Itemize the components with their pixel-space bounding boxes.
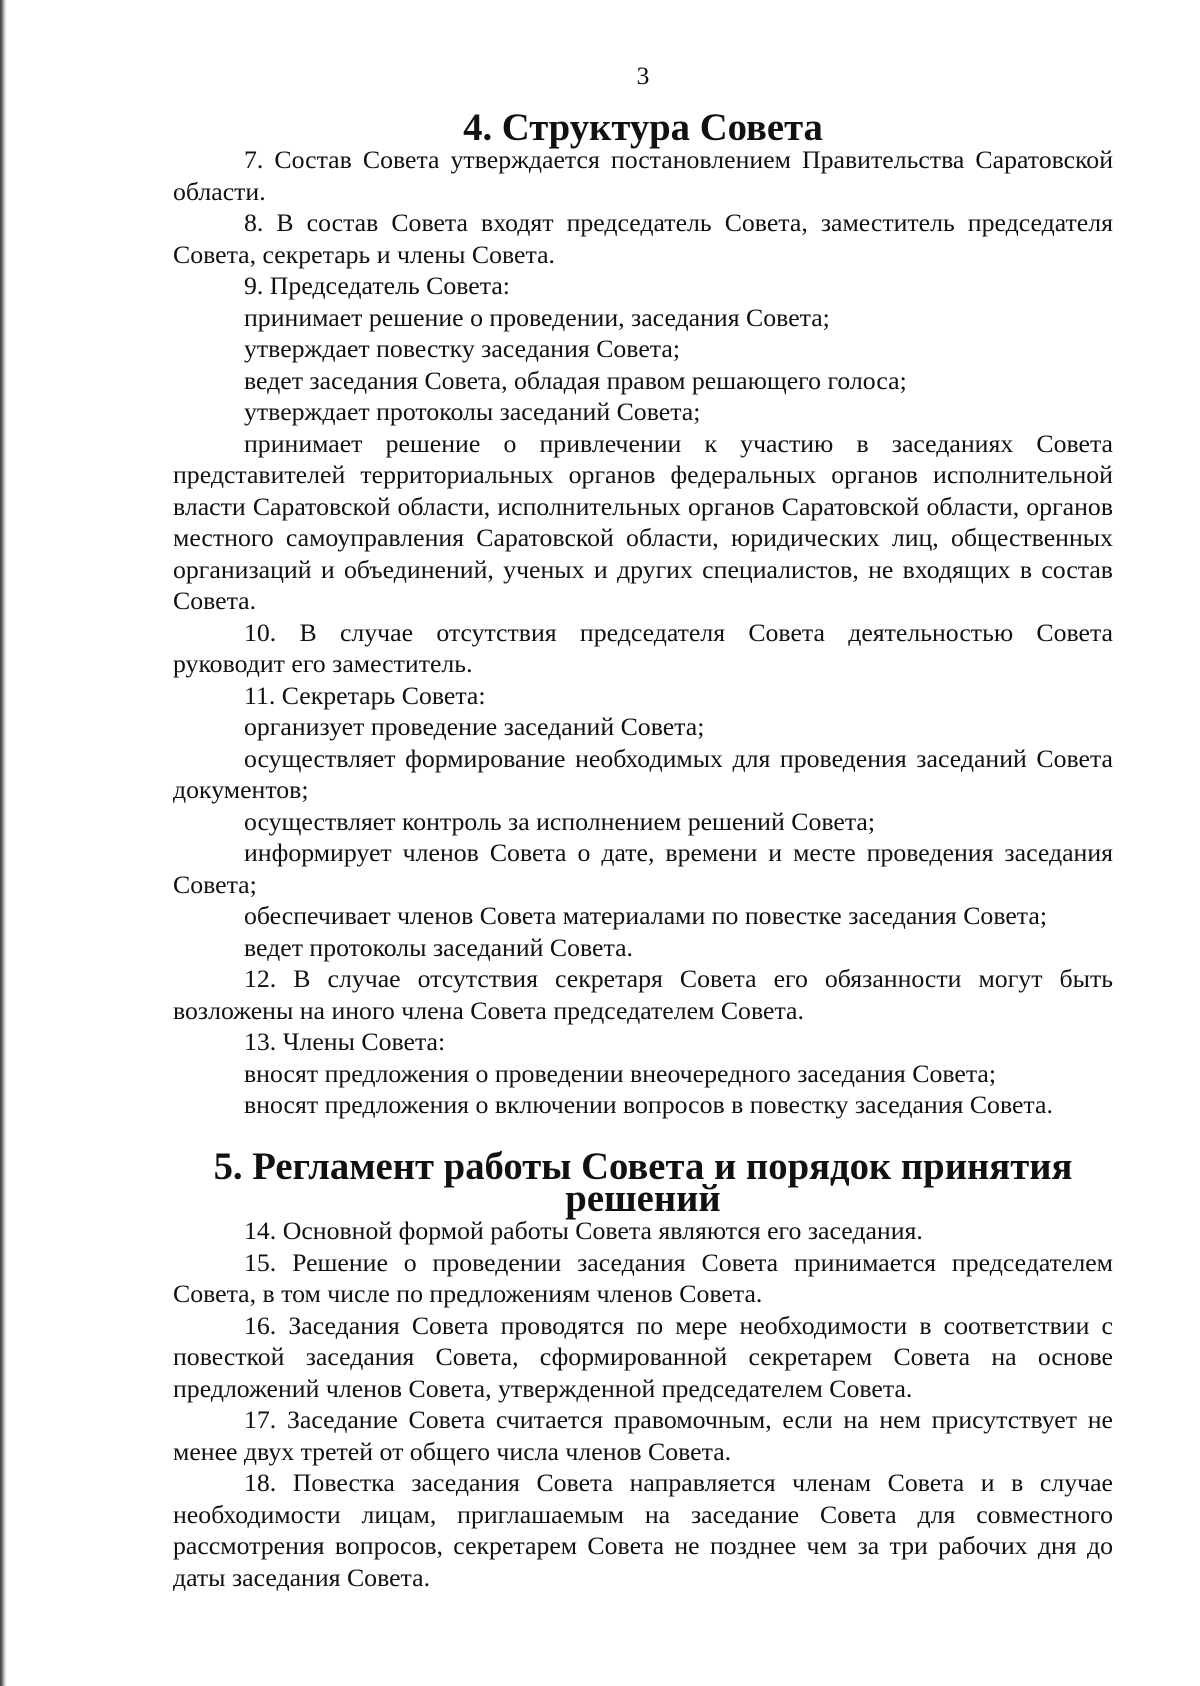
paragraph: утверждает протоколы заседаний Совета; bbox=[244, 397, 701, 426]
paragraph: 15. Решение о проведении заседания Совета принимается председателем Совета, в том числе по предложениям членов Совета. bbox=[173, 1247, 1113, 1308]
paragraph: ведет протоколы заседаний Совета. bbox=[244, 932, 633, 962]
paragraph: вносят предложения о проведении внеочередного заседания Совета; bbox=[244, 1058, 997, 1088]
paragraph: 10. В случае отсутствия председателя Совета деятельностью Совета руководит его заместитель. bbox=[173, 617, 1113, 678]
document-page bbox=[173, 60, 1113, 1593]
paragraph: вносят предложения о включении вопросов в повестку заседания Совета. bbox=[244, 1090, 1053, 1119]
page-number: 3 bbox=[636, 61, 650, 90]
paragraph: ведет заседания Совета, обладая правом решающего голоса; bbox=[244, 365, 907, 395]
paragraph: 16. Заседания Совета проводятся по мере необходимости в соответствии с повесткой заседания Совета, сформированной секретарем Совета на основе предложений членов Совета, утвержденной председателем Совета. bbox=[173, 1310, 1113, 1403]
paragraph: принимает решение о привлечении к участию в заседаниях Совета представителей территориальных органов федеральных органов исполнительной власти Саратовской области, исполнительных органов Саратовской области, органов местного самоуправления Саратовской области, юридических лиц, общественных организаций и объединений, ученых и других специалистов, не входящих в состав Совета. bbox=[173, 428, 1113, 615]
paragraph: осуществляет контроль за исполнением решений Совета; bbox=[244, 806, 876, 836]
paragraph: 17. Заседание Совета считается правомочным, если на нем присутствует не менее двух третей от общего числа членов Совета. bbox=[173, 1405, 1113, 1466]
paragraph: 18. Повестка заседания Совета направляется членам Совета и в случае необходимости лицам, приглашаемым на заседание Совета для совместного рассмотрения вопросов, секретарем Совета не позднее чем за три рабочих дня до даты заседания Совета. bbox=[173, 1468, 1113, 1592]
section-regulations bbox=[173, 1146, 1113, 1593]
section-heading: 5. Регламент работы Совета и порядок принятия решений bbox=[213, 1146, 1073, 1220]
scan-edge-shadow bbox=[0, 0, 7, 1686]
paragraph: утверждает повестку заседания Совета; bbox=[244, 334, 680, 363]
paragraph: 8. В состав Совета входят председатель Совета, заместитель председателя Совета, секретарь и члены Совета. bbox=[173, 208, 1113, 269]
section-heading: 4. Структура Совета bbox=[463, 106, 823, 149]
paragraph: осуществляет формирование необходимых для проведения заседаний Совета документов; bbox=[173, 743, 1113, 804]
section-structure bbox=[173, 106, 1113, 1121]
paragraph: обеспечивает членов Совета материалами по повестке заседания Совета; bbox=[244, 901, 1048, 930]
paragraph: 12. В случае отсутствия секретаря Совета его обязанности могут быть возложены на иного члена Совета председателем Совета. bbox=[173, 964, 1113, 1025]
paragraph: 14. Основной формой работы Совета являются его заседания. bbox=[244, 1216, 923, 1245]
paragraph: 9. Председатель Совета: bbox=[244, 271, 510, 300]
paragraph: 11. Секретарь Совета: bbox=[244, 680, 486, 710]
paragraph: принимает решение о проведении, заседания Совета; bbox=[244, 302, 830, 332]
paragraph: информирует членов Совета о дате, времени и месте проведения заседания Совета; bbox=[173, 838, 1113, 899]
paragraph: организует проведение заседаний Совета; bbox=[244, 712, 705, 741]
paragraph: 7. Состав Совета утверждается постановлением Правительства Саратовской области. bbox=[173, 145, 1113, 206]
paragraph: 13. Члены Совета: bbox=[244, 1027, 446, 1056]
